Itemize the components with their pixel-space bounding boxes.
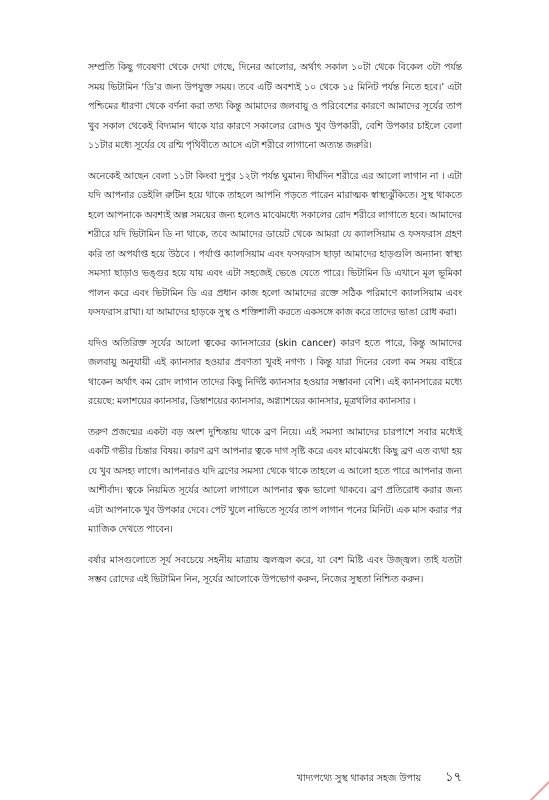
page-number: ১৭ bbox=[445, 770, 462, 785]
page-footer bbox=[88, 768, 462, 789]
running-footer-title: খাদ্যপথ্যে সুস্থ থাকার সহজ উপায় bbox=[296, 773, 422, 784]
paragraph-monsoon-sun: বর্ষার মাসগুলোতে সূর্য সবচেয়ে সহনীয় মাত্রায় জ্বলজ্বল করে, যা বেশ মিষ্টি এবং উজ্জ্বল। তাই যতটা সম্ভব রোদের এই ভিটামিন নিন, সূর্যের আলোকে উপভোগ করুন, নিজের সুস্থতা নিশ্চিত করুন। bbox=[88, 554, 462, 585]
paragraph-acne: তরুণ প্রজন্মের একটা বড় অংশ দুশ্চিন্তায় থাকে ব্রণ নিয়ে। এই সমস্যা আমাদের চারপাশে সবার মধ্যেই একটি গভীর চিন্তার বিষয়। কারণ ব্রণ আপনার ত্বকে দাগ সৃষ্টি করে এবং মাঝেমধ্যে কিছু ব্রণ এত ব্যথা হয় যে খুব অসহ্য লাগে। আপনারও যদি ব্রণের সমস্যা থেকে থাকে তাহলে এ আলো হতে পারে আপনার জন্য আশীর্বাদ। ত্বকে নিয়মিত সূর্যের আলো লাগালে আপনার ত্বক ভালো থাকবে। ব্রণ প্রতিরোধ করার জন্য এটা আপনাকে খুব উপকার দেবে। পেট খুলে নাভিতে সূর্যের তাপ লাগান পনের মিনিট। এক মাস করার পর ম্যাজিক দেখতে পাবেন। bbox=[88, 426, 462, 535]
paragraph-sunlight-timing: সম্প্রতি কিছু গবেষণা থেকে দেখা গেছে, দিনের আলোর, অর্থাৎ সকাল ১০টা থেকে বিকেল ৩টা পর্যন্ত সময় ভিটামিন ‘ডি’র জন্য উপযুক্ত সময়। তবে এটি অবশ্যই ১০ থেকে ১৫ মিনিট পর্যন্ত নিতে হবে।’ এটা পশ্চিমের ধারণা থেকে বর্ণনা করা তথ্য কিন্তু আমাদের জলবায়ু ও পরিবেশের কারণে আমাদের সূর্যের তাপ খুব সকাল থেকেই বিদ্যমান থাকে যার কারণে সকালের রোদও খুব উপকারী, বেশি উপকার চাইলে বেলা ১১টার মধ্যে সূর্যের যে রশ্মি পৃথিবীতে আসে এটা শরীরে লাগানো অত্যন্ত জরুরি। bbox=[88, 62, 462, 151]
page-corner-mark bbox=[527, 778, 549, 800]
paragraph-cancer-risk: যদিও অতিরিক্ত সূর্যের আলো ত্বকের ক্যানসারের (skin cancer) কারণ হতে পারে, কিন্তু আমাদের জলবায়ু অনুযায়ী এই ক্যানসার হওয়ার প্রবণতা খুবই নগণ্য । কিন্তু যারা দিনের বেলা কম সময় বাইরে থাকেন অর্থাৎ কম রোদ লাগান তাদের কিছু নির্দিষ্ট ক্যানসার হওয়ার সম্ভাবনা বেশি। এই ক্যানসারের মধ্যে রয়েছে: মলাশয়ের ক্যানসার, ডিম্বাশয়ের ক্যানসার, অগ্ন্যাশয়ের ক্যানসার, মূত্রথলির ক্যানসার । bbox=[88, 337, 462, 407]
page-body bbox=[88, 58, 462, 601]
paragraph-vitamin-d-bones: অনেকেই আছেন বেলা ১১টা কিংবা দুপুর ১২টা পর্যন্ত ঘুমান। দীর্ঘদিন শরীরে এর আলো লাগান না । এটা যদি আপনার ডেইলি রুটিন হয়ে থাকে তাহলে আপনি পড়তে পারেন মারাত্মক স্বাস্থ্যঝুঁকিতে। সুস্থ থাকতে হলে আপনাকে অবশ্যই অল্প সময়ের জন্য হলেও মাঝেমধ্যে সকালের রোদ শরীরে লাগাতে হবে। আমাদের শরীরে যদি ভিটামিন ডি না থাকে, তবে আমাদের ডায়েট থেকে আমরা যে ক্যালসিয়াম ও ফসফরাস গ্রহণ করি তা অপর্যাপ্ত হয়ে উঠবে । পর্যাপ্ত ক্যালসিয়াম এবং ফসফরাস ছাড়া আমাদের হাড়গুলি অন্যান্য স্বাস্থ্য সমস্যা ছাড়াও ভঙ্গুর হয়ে যায় এবং এটা সহজেই ভেঙে যেতে পারে। ভিটামিন ডি এখানে মূল ভূমিকা পালন করে এবং ভিটামিন ডি এর প্রধান কাজ হলো আমাদের রক্তে সঠিক পরিমাণে ক্যালসিয়াম এবং ফসফরাস রাখা। যা আমাদের হাড়কে সুস্থ ও শক্তিশালী করতে একসঙ্গে কাজ করে তাদের ভাঙা রোধ করা। bbox=[88, 170, 462, 318]
